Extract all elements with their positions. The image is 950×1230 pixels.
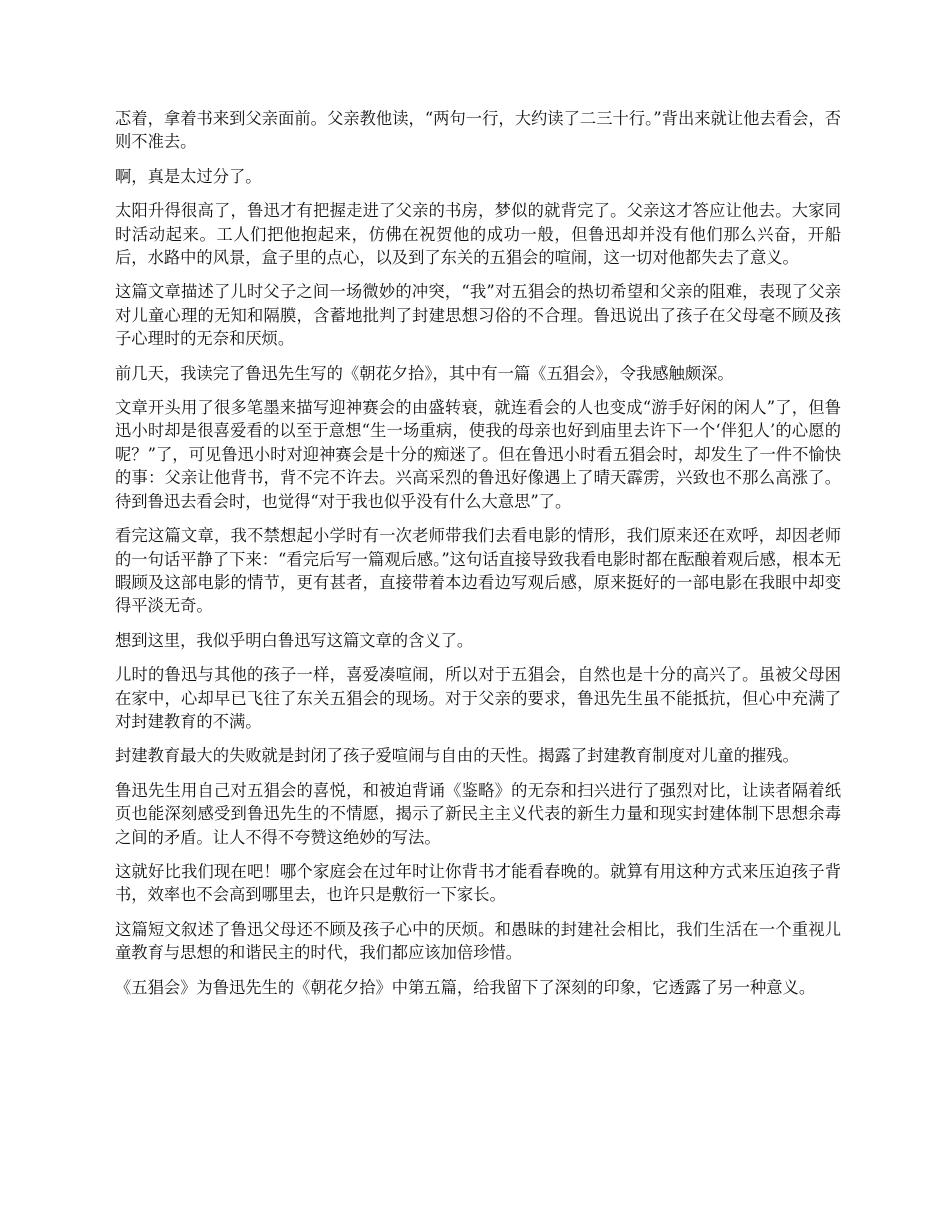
paragraph-3: 太阳升得很高了，鲁迅才有把握走进了父亲的书房，梦似的就背完了。父亲这才答应让他去。大家同时活动起来。工人们把他抱起来，仿佛在祝贺他的成功一般，但鲁迅却并没有他们那么兴奋，开船后，水路中的风景，盒子里的点心，以及到了东关的五猖会的喧闹，这一切对他都失去了意义。 <box>115 201 841 268</box>
paragraph-1: 忑着，拿着书来到父亲面前。父亲教他读，“两句一行，大约读了二三十行。”背出来就让他去看会，否则不准去。 <box>115 109 841 152</box>
paragraph-2: 啊，真是太过分了。 <box>115 166 262 186</box>
paragraph-4: 这篇文章描述了儿时父子之间一场微妙的冲突，“我”对五猖会的热切希望和父亲的阻难，表现了父亲对儿童心理的无知和隔膜，含蓄地批判了封建思想习俗的不合理。鲁迅说出了孩子在父母毫不顾及孩子心理时的无奈和厌烦。 <box>115 282 841 349</box>
paragraph-5: 前几天，我读完了鲁迅先生写的《朝花夕拾》，其中有一篇《五猖会》，令我感触颇深。 <box>115 363 734 383</box>
paragraph-9: 儿时的鲁迅与其他的孩子一样，喜爱凑喧闹，所以对于五猖会，自然也是十分的高兴了。虽被父母困在家中，心却早已飞往了东关五猖会的现场。对于父亲的要求，鲁迅先生虽不能抵抗，但心中充满了对封建教育的不满。 <box>115 665 841 731</box>
paragraph-7: 看完这篇文章，我不禁想起小学时有一次老师带我们去看电影的情形，我们原来还在欢呼，却因老师的一句话平静了下来：“看完后写一篇观后感。”这句话直接导致我看电影时都在酝酿着观后感，根本无暇顾及这部电影的情节，更有甚者，直接带着本边看边写观后感，原来挺好的一部电影在我眼中却变得平淡无奇。 <box>115 526 841 616</box>
paragraph-8: 想到这里，我似乎明白鲁迅写这篇文章的含义了。 <box>115 630 474 650</box>
paragraph-10: 封建教育最大的失败就是封闭了孩子爱喧闹与自由的天性。揭露了封建教育制度对儿童的摧残。 <box>115 746 799 766</box>
paragraph-11: 鲁迅先生用自己对五猖会的喜悦，和被迫背诵《鉴略》的无奈和扫兴进行了强烈对比，让读者隔着纸页也能深刻感受到鲁迅先生的不情愿，揭示了新民主主义代表的新生力量和现实封建体制下思想余毒之间的矛盾。让人不得不夸赞这绝妙的写法。 <box>115 780 841 847</box>
paragraph-13: 这篇短文叙述了鲁迅父母还不顾及孩子心中的厌烦。和愚昧的封建社会相比，我们生活在一个重视儿童教育与思想的和谐民主的时代，我们都应该加倍珍惜。 <box>115 919 841 963</box>
paragraph-6: 文章开头用了很多笔墨来描写迎神赛会的由盛转衰，就连看会的人也变成“游手好闲的闲人”了，但鲁迅小时却是很喜爱看的以至于意想“生一场重病，使我的母亲也好到庙里去许下一个‘伴犯人’的心愿的呢？”了，可见鲁迅小时对迎神赛会是十分的痴迷了。但在鲁迅小时看五猖会时，却发生了一件不愉快的事：父亲让他背书，背不完不许去。兴高采烈的鲁迅好像遇上了晴天霹雳，兴致也不那么高涨了。待到鲁迅去看会时，也觉得“对于我也似乎没有什么大意思”了。 <box>115 398 841 511</box>
document-page <box>115 107 841 1010</box>
paragraph-12: 这就好比我们现在吧！哪个家庭会在过年时让你背书才能看春晚的。就算有用这种方式来压迫孩子背书，效率也不会高到哪里去，也许只是敷衍一下家长。 <box>115 861 841 905</box>
paragraph-14: 《五猖会》为鲁迅先生的《朝花夕拾》中第五篇，给我留下了深刻的印象，它透露了另一种意义。 <box>115 977 816 997</box>
